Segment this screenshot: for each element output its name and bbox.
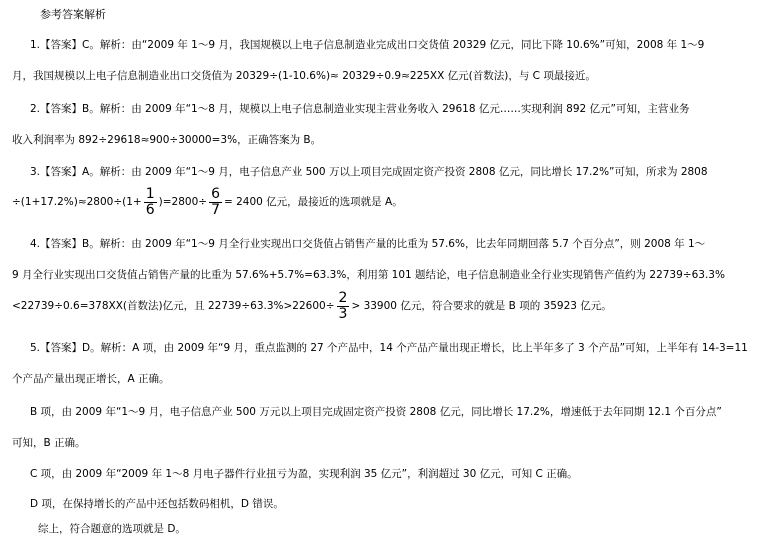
q4-line-2: 9 月全行业实现出口交货值占销售产量的比重为 57.6%+5.7%=63.3%，利用第 101 题结论，电子信息制造业全行业实现销售产值约为 22739÷63.3% [12,269,725,281]
q4-fraction-denominator: 3 [338,305,348,322]
q5-option-c-line: C 项，由 2009 年“2009 年 1～8 月电子器件行业扭亏为盈，实现利润 35 亿元”，利润超过 30 亿元，可知 C 正确。 [30,468,578,480]
q3-fraction-2-numerator: 6 [211,185,220,202]
document-heading: 参考答案解析 [40,8,106,21]
q3-line-2-part-c: = 2400 亿元，最接近的选项就是 A。 [223,196,403,208]
q4-fraction-numerator: 2 [338,289,348,306]
q5-option-d-line: D 项，在保持增长的产品中还包括数码相机，D 错误。 [30,498,284,510]
q5-option-b-line-1: B 项，由 2009 年“1～9 月，电子信息产业 500 万元以上项目完成固定资产投资 2808 亿元，同比增长 17.2%，增速低于去年同期 12.1 个百分点” [30,406,722,418]
q3-line-2 [12,185,403,219]
q1-line-1: 1.【答案】C。解析：由“2009 年 1～9 月，我国规模以上电子信息制造业完成出口交货值 20329 亿元，同比下降 10.6%”可知，2008 年 1～9 [30,39,705,51]
q4-line-3 [12,289,612,323]
q2-line-2: 收入利润率为 892÷29618≈900÷30000=3%，正确答案为 B。 [12,134,322,146]
q3-fraction-2-denominator: 7 [211,201,220,218]
q1-line-2: 月，我国规模以上电子信息制造业出口交货值为 20329÷(1-10.6%)≈ 20329÷0.9≈225XX 亿元(首数法)，与 C 项最接近。 [12,70,596,82]
q5-option-b-line-2: 可知，B 正确。 [12,437,86,449]
q5-line-1: 5.【答案】D。解析：A 项，由 2009 年“9 月，重点监测的 27 个产品中，14 个产品产量出现正增长，比上半年多了 3 个产品”可知，上半年有 14-3=11 [30,342,748,354]
q3-line-2-part-b: )=2800÷ [158,196,208,208]
q3-fraction-2 [209,187,222,218]
q4-line-1: 4.【答案】B。解析：由 2009 年“1～9 月全行业实现出口交货值占销售产量的比重为 57.6%，比去年同期回落 5.7 个百分点”，则 2008 年 1～ [30,238,706,250]
q5-summary: 综上，符合题意的选项就是 D。 [38,523,186,535]
q3-fraction-1-numerator: 1 [145,185,155,202]
q3-line-2-part-a: ÷(1+17.2%)≈2800÷(1+ [12,196,142,208]
q5-line-2: 个产品产量出现正增长，A 正确。 [12,373,170,385]
q3-line-1: 3.【答案】A。解析：由 2009 年“1～9 月，电子信息产业 500 万以上项目完成固定资产投资 2808 亿元，同比增长 17.2%”可知，所求为 2808 [30,166,708,178]
q3-fraction-1-denominator: 6 [145,201,155,218]
q2-line-1: 2.【答案】B。解析：由 2009 年“1～8 月，规模以上电子信息制造业实现主营业务收入 29618 亿元……实现利润 892 亿元”可知，主营业务 [30,103,690,115]
q4-line-3-part-b: > 33900 亿元，符合要求的就是 B 项的 35923 亿元。 [351,300,612,312]
q4-fraction [337,291,350,322]
q4-line-3-part-a: <22739÷0.6=378XX(首数法)亿元，且 22739÷63.3%>22600÷ [12,300,335,312]
q3-fraction-1 [144,187,157,218]
